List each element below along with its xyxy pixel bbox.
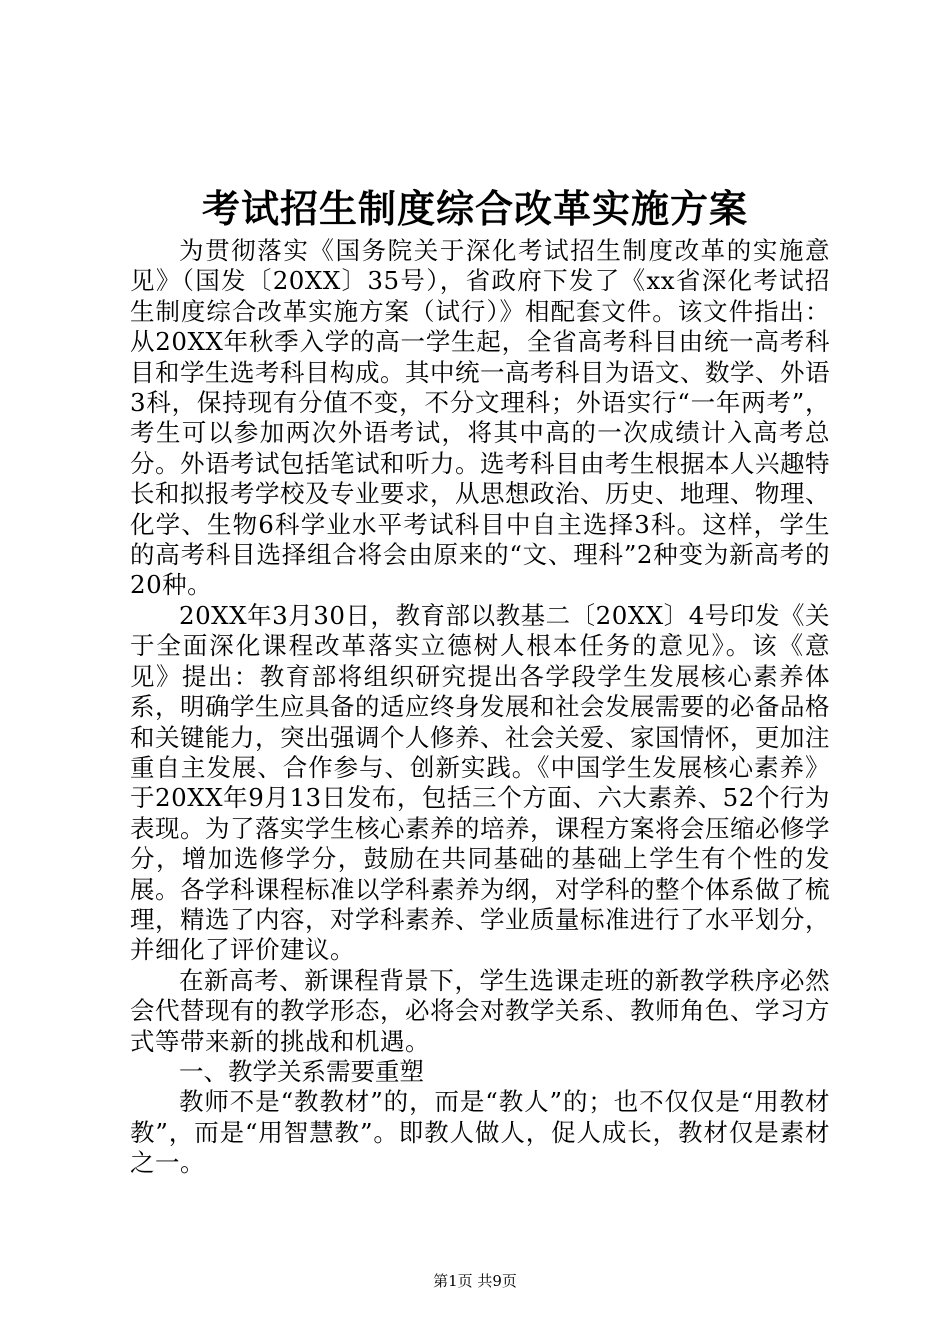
paragraph-curriculum-reform: 20XX年3月30日，教育部以教基二〔20XX〕4号印发《关于全面深化课程改革落实立德树人根本任务的意见》。该《意见》提出：教育部将组织研究提出各学段学生发展核心素养体系，明确学生应具备的适应终身发展和社会发展需要的必备品格和关键能力，突出强调个人修养、社会关爱、家国情怀，更加注重自主发展、合作参与、创新实践。《中国学生发展核心素养》于20XX年9月13日发布，包括三个方面、六大素养、52个行为表现。为了落实学生核心素养的培养，课程方案将会压缩必修学分，增加选修学分，鼓励在共同基础的基础上学生有个性的发展。各学科课程标准以学科素养为纲，对学科的整个体系做了梳理，精选了内容，对学科素养、学业质量标准进行了水平划分，并细化了评价建议。 [130, 600, 830, 965]
page-number-footer: 第1页 共9页 [433, 1272, 517, 1290]
paragraph-policy: 为贯彻落实《国务院关于深化考试招生制度改革的实施意见》（国发〔20XX〕35号），省政府下发了《xx省深化考试招生制度综合改革实施方案（试行）》相配套文件。该文件指出：从20XX年秋季入学的高一学生起，全省高考科目由统一高考科目和学生选考科目构成。其中统一高考科目为语文、数学、外语3科，保持现有分值不变，不分文理科；外语实行“一年两考”，考生可以参加两次外语考试，将其中高的一次成绩计入高考总分。外语考试包括笔试和听力。选考科目由考生根据本人兴趣特长和拟报考学校及专业要求，从思想政治、历史、地理、物理、化学、生物6科学业水平考试科目中自主选择3科。这样，学生的高考科目选择组合将会由原来的“文、理科”2种变为新高考的20种。 [130, 236, 830, 600]
document-body [130, 236, 830, 1179]
document-title: 考试招生制度综合改革实施方案 [201, 186, 748, 231]
section-heading: 一、教学关系需要重塑 [179, 1056, 424, 1086]
paragraph-section-one: 教师不是“教教材”的，而是“教人”的；也不仅仅是“用教材教”，而是“用智慧教”。即教人做人，促人成长，教材仅是素材之一。 [130, 1087, 830, 1178]
paragraph-background: 在新高考、新课程背景下，学生选课走班的新教学秩序必然会代替现有的教学形态，必将会对教学关系、教师角色、学习方式等带来新的挑战和机遇。 [130, 965, 830, 1056]
